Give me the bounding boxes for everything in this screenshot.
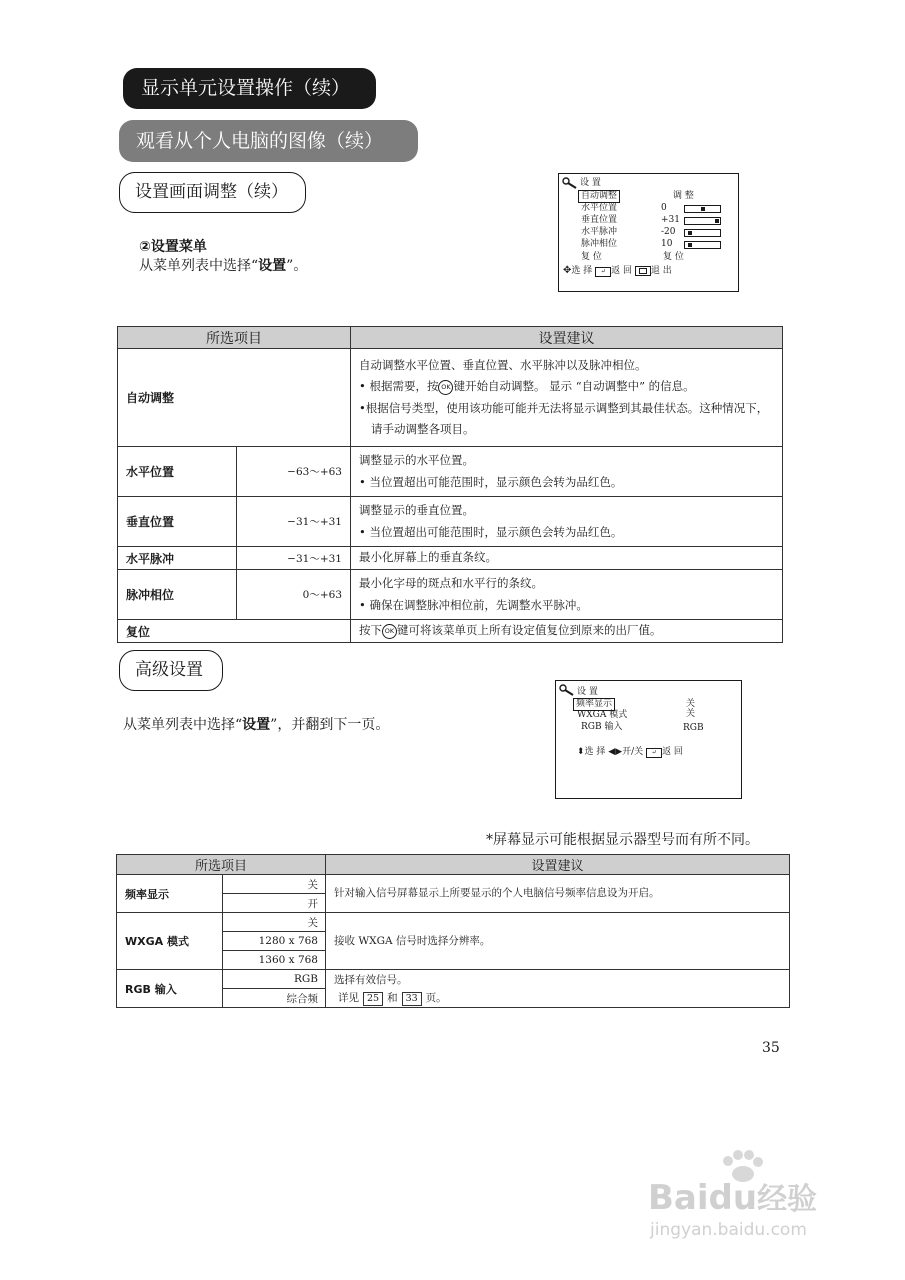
row-range-hpos: −63～+63: [237, 447, 351, 497]
row-opt-wxga-1280: 1280 x 768: [223, 932, 326, 951]
desc-line: 自动调整水平位置、垂直位置、水平脉冲以及脉冲相位。: [359, 357, 647, 372]
row-name-auto: 自动调整: [118, 349, 351, 447]
col-header-item: 所选项目: [117, 855, 326, 875]
osd-footer-select: 选 择: [571, 266, 593, 276]
osd-footer: [563, 265, 672, 278]
osd-value-hpulse: -20: [661, 227, 676, 237]
osd2-value-rgb: RGB: [683, 723, 704, 733]
osd-value-hpos: 0: [661, 203, 667, 213]
watermark-brand-cn: 经验: [757, 1182, 818, 1217]
return-key-icon: ↵: [646, 748, 662, 758]
desc-line: 最小化字母的斑点和水平行的条纹。: [359, 576, 543, 590]
watermark-brand-a: Bai: [648, 1178, 709, 1218]
desc-line: • 当位置超出可能范围时，显示颜色会转为品红色。: [359, 524, 623, 539]
osd-setup-menu: [558, 173, 739, 292]
row-desc-phase: [351, 570, 783, 620]
row-desc-hpulse: 最小化屏幕上的垂直条纹。: [351, 547, 783, 570]
section-title-advanced: 高级设置: [119, 650, 223, 691]
osd-item-hpos: 水平位置: [581, 203, 618, 213]
menu-key-icon: [635, 266, 651, 276]
row-range-phase: 0～+63: [237, 570, 351, 620]
four-way-arrow-icon: ✥: [563, 265, 572, 276]
step-heading: ②设置菜单: [139, 239, 207, 255]
row-desc-wxga: 接收 WXGA 信号时选择分辨率。: [326, 913, 790, 970]
desc-text: 键可将该菜单页上所有设定值复位到原来的出厂值。: [397, 623, 662, 638]
step2-text-prefix: 从菜单列表中选择“: [123, 717, 243, 733]
desc-line: 请手动调整各项目。: [371, 422, 475, 436]
ok-button-icon: OK: [382, 624, 397, 639]
osd-bar-fill: [688, 231, 692, 235]
table-row-auto: [118, 349, 783, 447]
desc-text: 详见: [338, 991, 359, 1004]
osd-item-hpulse: 水平脉冲: [581, 227, 618, 237]
col-header-item: 所选项目: [118, 327, 351, 349]
page-ref-link[interactable]: 33: [402, 992, 422, 1006]
desc-text: 按下: [359, 623, 382, 638]
osd-value-phase: 10: [661, 239, 673, 249]
row-opt-freq-off: 关: [223, 875, 326, 894]
osd-bar-phase: [684, 241, 721, 249]
osd-item-auto: 自动调整: [578, 190, 620, 203]
osd-bar-vpos: [684, 217, 721, 225]
baidu-watermark: [648, 1150, 858, 1250]
desc-line: • 当位置超出可能范围时，显示颜色会转为品红色。: [359, 474, 623, 489]
row-range-hpulse: −31～+31: [237, 547, 351, 570]
desc-line: [334, 989, 781, 1007]
page-ref-link[interactable]: 25: [363, 992, 383, 1006]
table-row-hpos: [118, 447, 783, 497]
row-name-vpos: 垂直位置: [118, 497, 237, 547]
desc-text: • 根据需要，按: [359, 379, 439, 393]
desc-text: 和: [387, 991, 398, 1004]
desc-line: 调整显示的垂直位置。: [359, 503, 474, 517]
return-key-icon: ↵: [595, 267, 611, 277]
setup-menu-table: [117, 326, 783, 643]
osd2-value-wxga: 关: [686, 709, 696, 719]
osd-title: 设 置: [580, 178, 601, 188]
desc-line: • 确保在调整脉冲相位前，先调整水平脉冲。: [359, 597, 588, 612]
osd-bar-hpulse: [684, 229, 721, 237]
osd2-title: 设 置: [577, 687, 598, 697]
row-opt-rgb: RGB: [223, 970, 326, 989]
osd-header-adjust: 调 整: [673, 191, 694, 201]
sub-title: 观看从个人电脑的图像（续）: [119, 120, 418, 162]
desc-line: 选择有效信号。: [334, 973, 408, 986]
table-row-wxga: [117, 913, 790, 932]
table-row-phase: [118, 570, 783, 620]
page-number: 35: [762, 1040, 780, 1056]
osd2-footer-onoff: 开/关: [622, 747, 644, 757]
osd-bar-fill: [688, 243, 692, 247]
step2-text-bold: 设置: [242, 717, 271, 733]
osd2-footer-select: 选 择: [584, 747, 606, 757]
step2-text-suffix: ”，并翻到下一页。: [270, 717, 390, 733]
watermark-url: jingyan.baidu.com: [650, 1220, 807, 1240]
step-text-suffix: ”。: [286, 258, 308, 274]
table-row-rgb: [117, 970, 790, 989]
osd-footer-exit: 退 出: [650, 266, 672, 276]
osd2-value-freq: 关: [686, 699, 696, 709]
row-opt-composite: 综合频: [223, 989, 326, 1008]
desc-line: [359, 376, 774, 398]
osd-item-reset: 复 位: [581, 252, 602, 262]
table-row-vpos: [118, 497, 783, 547]
wrench-icon: [559, 684, 575, 696]
desc-text: 页。: [425, 991, 447, 1004]
row-desc-hpos: [351, 447, 783, 497]
col-header-advice: 设置建议: [326, 855, 790, 875]
row-opt-wxga-off: 关: [223, 913, 326, 932]
osd-advanced-menu: [555, 680, 742, 799]
osd-bar-fill: [715, 219, 719, 223]
wrench-icon: [562, 177, 578, 189]
row-desc-reset: [351, 620, 783, 643]
step-text-prefix: 从菜单列表中选择“: [139, 258, 259, 274]
row-name-hpulse: 水平脉冲: [118, 547, 237, 570]
section-title-screen-adjust: 设置画面调整（续）: [119, 172, 306, 213]
row-desc-rgb: [326, 970, 790, 1008]
step-text-bold: 设置: [258, 258, 287, 274]
row-name-freq: 频率显示: [117, 875, 223, 913]
ok-button-icon: OK: [438, 380, 453, 395]
desc-text: 键开始自动调整。 显示 “自动调整中” 的信息。: [453, 379, 695, 393]
row-opt-freq-on: 开: [223, 894, 326, 913]
osd2-item-rgb: RGB 输入: [581, 722, 623, 732]
osd-value-vpos: +31: [661, 215, 680, 225]
osd2-item-freq: 频率显示: [573, 698, 615, 711]
osd-bar-hpos: [684, 205, 721, 213]
table-row-hpulse: [118, 547, 783, 570]
row-name-reset: 复位: [118, 620, 351, 643]
row-opt-wxga-1360: 1360 x 768: [223, 951, 326, 970]
main-title: 显示单元设置操作（续）: [123, 68, 376, 109]
osd-footer-return: 返 回: [611, 266, 633, 276]
step2-instruction: [123, 714, 389, 734]
osd2-item-wxga: WXGA 模式: [577, 710, 628, 720]
advanced-settings-table: [116, 854, 790, 1008]
row-desc-auto: [351, 349, 783, 447]
osd2-footer: [577, 747, 683, 759]
step-instruction: [139, 255, 307, 275]
row-name-wxga: WXGA 模式: [117, 913, 223, 970]
row-name-hpos: 水平位置: [118, 447, 237, 497]
left-right-arrow-icon: ◀▶: [608, 747, 623, 757]
row-desc-vpos: [351, 497, 783, 547]
row-name-rgb: RGB 输入: [117, 970, 223, 1008]
watermark-brand-b: du: [708, 1178, 758, 1218]
row-name-phase: 脉冲相位: [118, 570, 237, 620]
desc-line: •根据信号类型，使用该功能可能并无法将显示调整到其最佳状态。这种情况下，: [359, 400, 769, 415]
osd-item-vpos: 垂直位置: [581, 215, 618, 225]
osd-note: *屏幕显示可能根据显示器型号而有所不同。: [486, 832, 759, 848]
col-header-advice: 设置建议: [351, 327, 783, 349]
table-row-reset: [118, 620, 783, 643]
osd2-footer-return: 返 回: [662, 747, 683, 757]
osd-bar-fill: [701, 207, 705, 211]
table-row-freq: [117, 875, 790, 894]
row-range-vpos: −31～+31: [237, 497, 351, 547]
desc-line: 调整显示的水平位置。: [359, 453, 474, 467]
row-desc-freq: 针对输入信号屏幕显示上所要显示的个人电脑信号频率信息设为开启。: [326, 875, 790, 913]
osd-value-reset: 复 位: [663, 252, 684, 262]
osd-item-phase: 脉冲相位: [581, 239, 618, 249]
up-down-arrow-icon: ⬍: [577, 747, 585, 757]
